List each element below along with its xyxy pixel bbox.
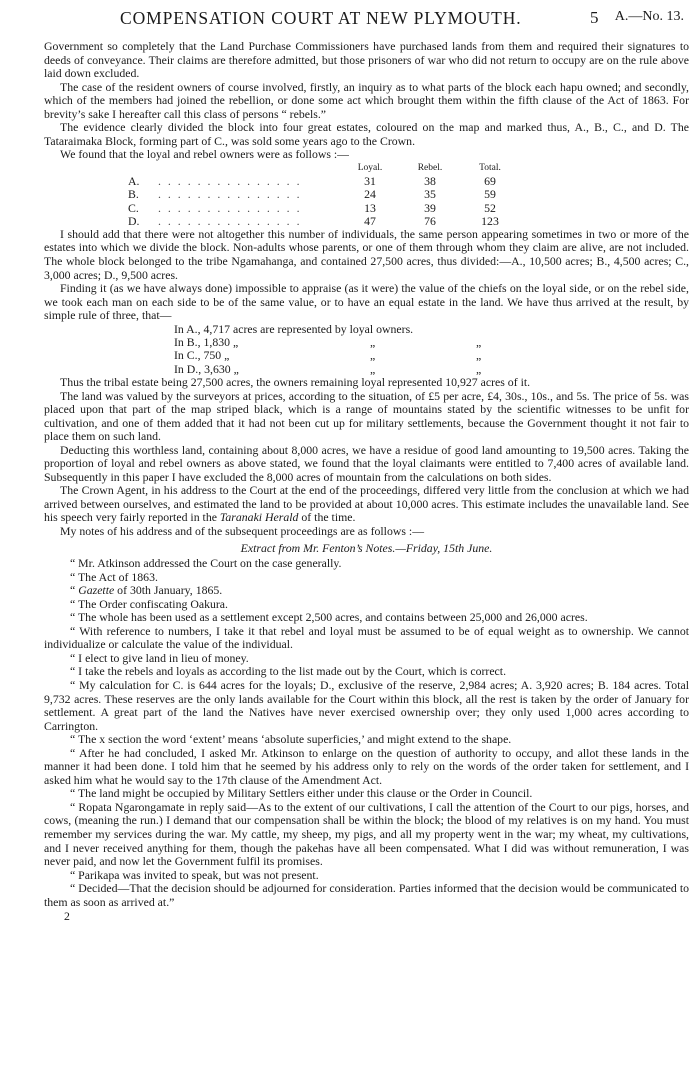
list-item: In C., 750 „ „ „ <box>174 348 482 363</box>
list-item: In A., 4,717 acres are represented by loyal owners. <box>174 321 414 336</box>
paragraph: My notes of his address and of the subsequent proceedings are as follows :— <box>60 523 424 538</box>
paragraph: The case of the resident owners of course involved, firstly, an inquiry as to what parts of the block each hapu owned; and secondly, which of the members had joined the rebellion, or done some act which brought them within the fifth clause of the Act of 1863. For brevity’s sake I hereafter call this class of persons “ rebels.” <box>44 79 689 121</box>
quote-line: “ I elect to give land in lieu of money. <box>70 650 249 665</box>
loyal-count: 47 <box>364 213 376 228</box>
estate-label: A. <box>128 174 140 189</box>
document-number: A.—No. 13. <box>614 9 684 24</box>
loyal-count: 31 <box>364 174 376 189</box>
quote-line: “ The Act of 1863. <box>70 569 158 584</box>
list-item: In B., 1,830 „ „ „ <box>174 335 482 350</box>
paragraph: The evidence clearly divided the block into four great estates, coloured on the map and marked thus, A., B., C., and D. The Tataraimaka Block, forming part of C., was sold some years ago to the Crown. <box>44 120 689 148</box>
table-row <box>128 202 520 215</box>
total-count: 69 <box>484 174 496 189</box>
col-header-total: Total. <box>479 162 501 173</box>
loyal-count: 24 <box>364 187 376 202</box>
col-header-rebel: Rebel. <box>417 162 443 173</box>
total-count: 52 <box>484 200 496 215</box>
paragraph: Finding it (as we have always done) impossible to appraise (as it were) the value of the chiefs on the loyal side, or on the rebel side, we took each man on each side to be of the same value, or to have an equal estate in the land. We have thus arrived at the result, by simple rule of three, that— <box>44 281 689 323</box>
paragraph: I should add that there were not altogether this number of individuals, the same person appearing sometimes in two or more of the estates into which we divide the block. Non-adults whose parents, or one of them through whom they claim are alive, are not included. The whole block belonged to the tribe Ngamahanga, and contained 27,500 acres, thus divided:—A., 10,500 acres; B., 4,500 acres; C., 3,000 acres; D., 9,500 acres. <box>44 226 689 282</box>
page-number: 5 <box>590 8 599 27</box>
owners-table <box>128 162 520 228</box>
rebel-count: 38 <box>424 174 436 189</box>
quote-line: “ The whole has been used as a settlement except 2,500 acres, and contains between 25,000 and 26,000 acres. <box>70 610 588 625</box>
leader-dots: . . . . . . . . . . . . . . . <box>158 200 302 215</box>
header-title: COMPENSATION COURT AT NEW PLYMOUTH. <box>120 8 522 28</box>
total-count: 59 <box>484 187 496 202</box>
quote-line: “ Mr. Atkinson addressed the Court on the case generally. <box>70 556 342 571</box>
acreage-list <box>174 323 689 376</box>
quote-line: “ Gazette of 30th January, 1865. <box>70 583 223 598</box>
loyal-count: 13 <box>364 200 376 215</box>
quote-line: “ After he had concluded, I asked Mr. Atkinson to enlarge on the question of authority to occupy, and allot these lands in the manner it had been done. I told him that he seemed by his address only to rely on the words of the order taken for settlement, and I asked him what he would say to the 17th clause of the Amendment Act. <box>44 745 689 787</box>
estate-label: B. <box>128 187 139 202</box>
table-row <box>128 215 520 228</box>
document-body <box>44 40 689 924</box>
running-header <box>58 8 684 32</box>
quote-line: “ The Order confiscating Oakura. <box>70 596 228 611</box>
signature-mark: 2 <box>64 909 70 924</box>
paragraph: The land was valued by the surveyors at prices, according to the situation, of £5 per acre, £4, 30s., 10s., and 5s. The price of 5s. was placed upon that part of the map striped black, which is a range of mountains stated by the scientific witnesses to be unfit for cultivation, and one of them added that it had not been cut up for military settlements, because the Government thought it not fair to place them on such land. <box>44 388 689 444</box>
quote-line: “ I take the rebels and loyals as according to the list made out by the Court, which is correct. <box>70 664 507 679</box>
paragraph: Government so completely that the Land Purchase Commissioners have purchased lands from them and required their signatures to deeds of conveyance. Their claims are therefore admitted, but those prisoners of war who did not return to occupy are on the rule above laid down excluded. <box>44 39 689 81</box>
estate-label: C. <box>128 200 139 215</box>
rebel-count: 39 <box>424 200 436 215</box>
leader-dots: . . . . . . . . . . . . . . . <box>158 187 302 202</box>
quote-line: “ The land might be occupied by Military Settlers either under this clause or the Order in Council. <box>70 786 533 801</box>
leader-dots: . . . . . . . . . . . . . . . <box>158 213 302 228</box>
quote-line: “ Decided—That the decision should be adjourned for consideration. Parties informed that the decision would be communicated to them as soon as arrived at.” <box>44 881 689 909</box>
estate-label: D. <box>128 213 140 228</box>
rebel-count: 76 <box>424 213 436 228</box>
table-row <box>128 188 520 201</box>
col-header-loyal: Loyal. <box>357 162 383 173</box>
quote-line: “ Ropata Ngarongamate in reply said—As to the extent of our cultivations, I call the attention of the Court to our pigs, horses, and cows, (meaning the run.) I demand that our compensation shall be within the block; the blood of my relatives is on my hand. You must remember my services during the war. My cattle, my sheep, my pigs, and all my property went in the war; my wheat, my cultivations, and I never received anything for them, though the pakehas have all been compensated. What I did was without remuneration, I was never paid, and now let the Government fulfil its promises. <box>44 799 689 869</box>
list-item: In D., 3,630 „ „ „ <box>174 361 482 376</box>
paragraph: Deducting this worthless land, containing about 8,000 acres, we have a residue of good land amounting to 19,500 acres. Taking the proportion of loyal and rebel owners as above stated, we found that the loyal claimants were entitled to 7,400 acres of available land. Subsequently in this paper I have excluded the 8,000 acres of mountain from the calculations on both sides. <box>44 442 689 484</box>
extract-heading: Extract from Mr. Fenton’s Notes.—Friday, 15th June. <box>240 540 493 555</box>
rebel-count: 35 <box>424 187 436 202</box>
quote-line: “ With reference to numbers, I take it that rebel and loyal must be assumed to be of equal weight as to ownership. We cannot individualize or calculate the value of the individual. <box>44 623 689 652</box>
quote-line: “ The x section the word ‘extent’ means ‘absolute superficies,’ and might extend to the shape. <box>70 732 512 747</box>
paragraph: We found that the loyal and rebel owners were as follows :— <box>60 147 349 162</box>
total-count: 123 <box>481 213 499 228</box>
quote-line: “ My calculation for C. is 644 acres for the loyals; D., exclusive of the reserve, 2,984 acres; A. 3,920 acres; B. 184 acres. Total 9,732 acres. These reserves are the only lands available for the Court within this block, all the rest is taken by the order of January for settlement. A great part of the land the Natives have never exercised ownership over; they only used 1,000 acres according to Carrington. <box>44 677 689 733</box>
quote-line: “ Parikapa was invited to speak, but was not present. <box>70 867 319 882</box>
paragraph: The Crown Agent, in his address to the Court at the end of the proceedings, differed very little from the conclusion at which we had arrived between ourselves, and estimated the land to be provided at about 10,000 acres. This estimate includes the unavailable land. See his speech very fairly reported in the Taranaki Herald of the time. <box>44 483 689 525</box>
paragraph: Thus the tribal estate being 27,500 acres, the owners remaining loyal represented 10,927 acres of it. <box>60 374 531 389</box>
leader-dots: . . . . . . . . . . . . . . . <box>158 174 302 189</box>
